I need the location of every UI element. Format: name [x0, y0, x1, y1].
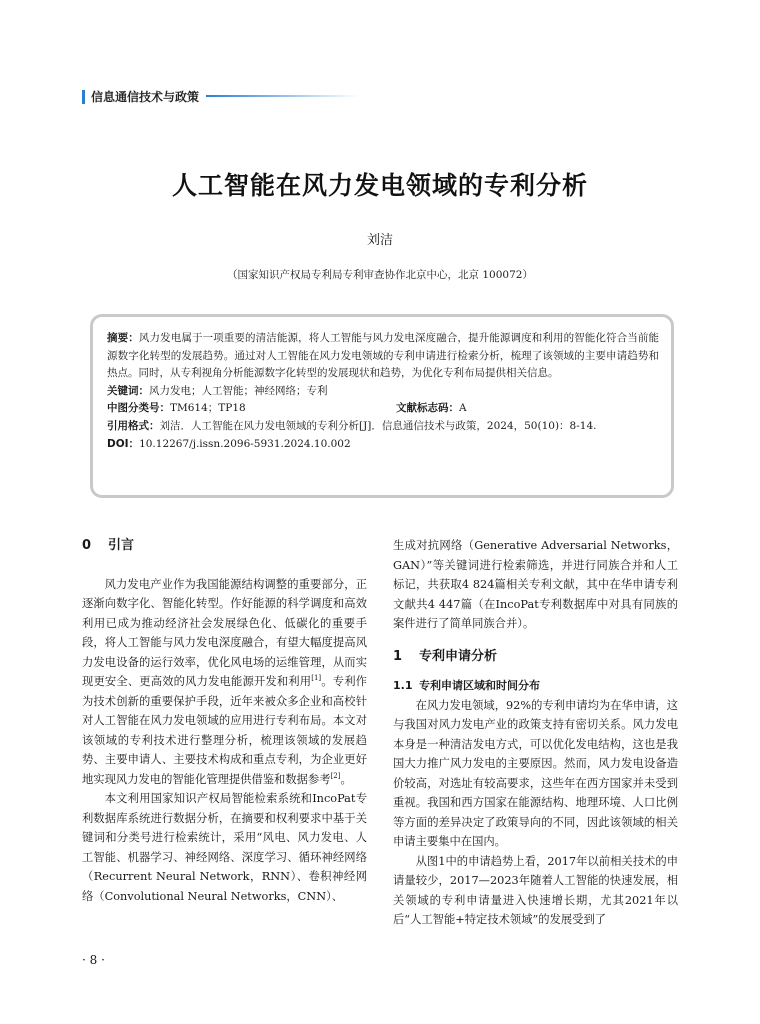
- section-title: 专利申请分析: [419, 648, 498, 664]
- intro-text-b: 。专利作为技术创新的重要保护手段，近年来被众多企业和高校针对人工智能在风力发电领域的应用进行专利布局。本文对该领域的专利技术进行整理分析，梳理该领域的发展趋势、主要申请人、主要技术构成和重点专利，为企业更好地实现风力发电的智能化管理提供借鉴和数据参考: [82, 675, 367, 786]
- abstract-box: [90, 314, 674, 498]
- section-number: 1: [393, 648, 403, 664]
- intro-paragraph-1: [82, 575, 367, 790]
- doi-value: 10.12267/j.issn.2096-5931.2024.10.002: [139, 437, 351, 450]
- section-heading-patent-analysis: [393, 647, 678, 667]
- doccode-label: 文献标志码：: [396, 402, 459, 415]
- author-affiliation: （国家知识产权局专利局专利审查协作北京中心，北京 100072）: [227, 269, 533, 281]
- keywords-text: 风力发电；人工智能；神经网络；专利: [149, 384, 328, 397]
- abstract-paragraph: [107, 330, 659, 383]
- abstract-text: 风力发电属于一项重要的清洁能源，将人工智能与风力发电深度融合，提升能源调度和利用的智能化符合当前能源数字化转型的发展趋势。通过对人工智能在风力发电领域的专利申请进行检索分析，梳理了该领域的主要申请趋势和热点。同时，从专利视角分析能源数字化转型的发展现状和趋势，为优化专利布局提供相关信息。: [107, 332, 660, 380]
- keywords-label: 关键词：: [107, 384, 149, 397]
- left-column: [82, 536, 367, 906]
- citation-line: [107, 418, 659, 436]
- page-number: · 8 ·: [82, 953, 105, 967]
- right-column: [393, 536, 678, 930]
- clc-line: [107, 400, 396, 418]
- reference-1[interactable]: [1]: [311, 674, 322, 683]
- intro-text-c: 。: [340, 772, 352, 786]
- subsection-heading-distribution: [393, 676, 678, 696]
- journal-section-tag: [82, 88, 199, 105]
- header-accent-line: [206, 95, 360, 97]
- citation-label: 引用格式：: [107, 419, 160, 432]
- article-title: 人工智能在风力发电领域的专利分析: [171, 171, 588, 200]
- journal-section-label: 信息通信技术与政策: [91, 90, 200, 104]
- intro-text-a: 风力发电产业作为我国能源结构调整的重要部分，正逐渐向数字化、智能化转型。作好能源的科学调度和高效利用已成为推动经济社会发展绿色化、低碳化的重要手段，将人工智能与风力发电深度融合，有望大幅度提高风力发电设备的运行效率，优化风电场的运维管理，从而实现更安全、更高效的风力发电能源开发和利用: [82, 577, 367, 688]
- doi-label: DOI：: [107, 437, 140, 450]
- intro-paragraph-2: 本文利用国家知识产权局智能检索系统和IncoPat专利数据库系统进行数据分析，在摘要和权利要求中基于关键词和分类号进行检索统计，采用“风电、风力发电、人工智能、机器学习、神经网络、深度学习、循环神经网络（Recurrent Neural Network，RNN）、卷积神经网络（Convolutional Neural Networks，CNN）、: [82, 792, 367, 903]
- doi-line: [107, 436, 659, 454]
- clc-label: 中图分类号：: [107, 402, 170, 415]
- subsection-title: 专利申请区域和时间分布: [419, 679, 540, 692]
- distribution-paragraph-1: 在风力发电领域，92%的专利申请均为在华申请，这与我国对风力发电产业的政策支持有密切关系。风力发电本身是一种清洁发电方式，可以优化发电结构，这也是我国大力推广风力发电的主要原因。然而，风力发电设备造价较高，对选址有较高要求，这些年在西方国家并未受到重视。我国和西方国家在能源结构、地理环境、人口比例等方面的差异决定了政策导向的不同，因此该领域的相关申请主要集中在国内。: [393, 698, 678, 848]
- clc-value: TM614；TP18: [170, 402, 246, 415]
- section-tag-bar: [82, 90, 85, 104]
- distribution-paragraph-2: 从图1中的申请趋势上看，2017年以前相关技术的申请量较少，2017—2023年随着人工智能的快速发展，相关领域的专利申请量进入快速增长期，尤其2021年以后“人工智能+特定技术领域”的发展受到了: [393, 854, 678, 926]
- reference-2[interactable]: [2]: [330, 771, 341, 780]
- article-author: 刘洁: [366, 233, 393, 248]
- doccode-line: [396, 400, 467, 418]
- citation-text: 刘洁．人工智能在风力发电领域的专利分析[J]．信息通信技术与政策，2024，50(10)：8-14.: [159, 419, 597, 432]
- intro-paragraph-2-continued: 生成对抗网络（Generative Adversarial Networks，GAN）”等关键词进行检索筛选，并进行同族合并和人工标记，共获取4 824篇相关专利文献，其中在华申请专利文献共4 447篇（在IncoPat专利数据库中对具有同族的案件进行了简单同族合并）。: [393, 539, 678, 630]
- section-title: 引言: [108, 538, 135, 553]
- subsection-number: 1.1: [393, 679, 413, 692]
- keywords-line: [107, 383, 659, 401]
- classification-row: [107, 400, 659, 418]
- section-number: 0: [82, 538, 92, 553]
- abstract-label: 摘要：: [107, 332, 139, 344]
- doccode-value: A: [459, 402, 467, 415]
- section-heading-introduction: [82, 536, 367, 556]
